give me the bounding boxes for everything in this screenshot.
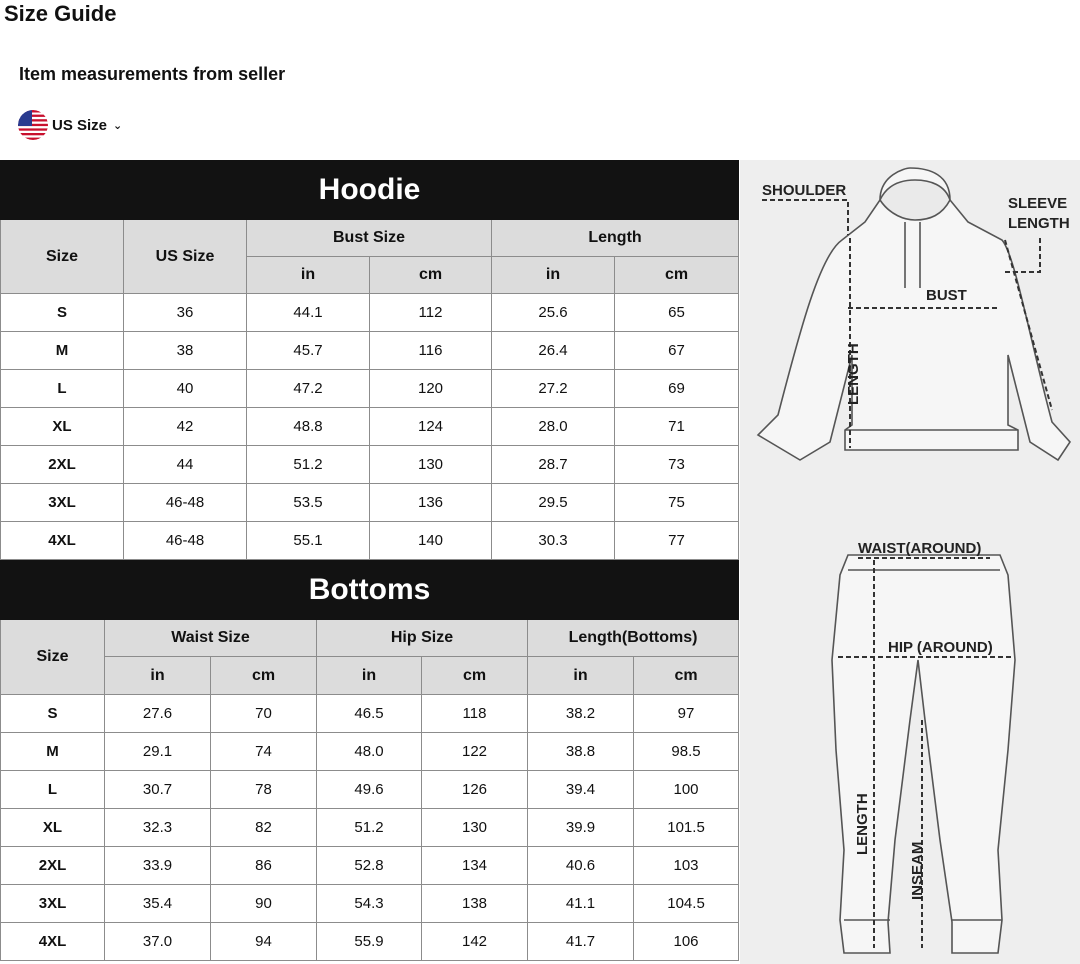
header-size: Size [1, 620, 105, 695]
table-cell: 27.2 [492, 370, 615, 408]
table-cell: 49.6 [317, 771, 422, 809]
table-row [1, 408, 739, 446]
table-cell: 44.1 [247, 294, 370, 332]
table-cell: 103 [634, 847, 739, 885]
us-flag-icon [18, 110, 48, 140]
table-cell: 48.0 [317, 733, 422, 771]
table-row [1, 771, 739, 809]
header-unit-in: in [105, 657, 211, 695]
hoodie-length-label: LENGTH [845, 343, 862, 405]
table-cell: 29.5 [492, 484, 615, 522]
table-cell: 54.3 [317, 885, 422, 923]
table-cell: 74 [211, 733, 317, 771]
table-row [1, 923, 739, 961]
table-cell: 142 [422, 923, 528, 961]
table-cell: 38 [124, 332, 247, 370]
table-cell: 106 [634, 923, 739, 961]
bust-label: BUST [926, 287, 967, 304]
table-cell: 46.5 [317, 695, 422, 733]
table-row [1, 809, 739, 847]
size-cell: XL [1, 408, 124, 446]
table-cell: 30.3 [492, 522, 615, 560]
table-cell: 75 [615, 484, 739, 522]
table-cell: 41.7 [528, 923, 634, 961]
table-cell: 27.6 [105, 695, 211, 733]
inseam-label: INSEAM [909, 841, 926, 900]
hoodie-table-title: Hoodie [1, 161, 739, 220]
header-unit-in: in [528, 657, 634, 695]
table-cell: 130 [422, 809, 528, 847]
table-row [1, 847, 739, 885]
table-row [1, 885, 739, 923]
size-region-label: US Size [52, 116, 108, 134]
hip-label: HIP (AROUND) [888, 639, 993, 656]
measurement-illustration [740, 160, 1080, 964]
sleeve-label-line1: SLEEVE [1008, 195, 1068, 212]
table-cell: 52.8 [317, 847, 422, 885]
table-cell: 44 [124, 446, 247, 484]
table-cell: 35.4 [105, 885, 211, 923]
size-cell: 2XL [1, 847, 105, 885]
table-cell: 122 [422, 733, 528, 771]
table-cell: 71 [615, 408, 739, 446]
header-length-bottoms: Length(Bottoms) [528, 620, 739, 657]
table-cell: 65 [615, 294, 739, 332]
size-cell: 2XL [1, 446, 124, 484]
size-cell: M [1, 733, 105, 771]
size-cell: 4XL [1, 923, 105, 961]
table-cell: 140 [370, 522, 492, 560]
waist-label: WAIST(AROUND) [858, 540, 982, 557]
table-cell: 73 [615, 446, 739, 484]
table-cell: 46-48 [124, 522, 247, 560]
table-cell: 47.2 [247, 370, 370, 408]
header-waist-size: Waist Size [105, 620, 317, 657]
table-row [1, 733, 739, 771]
table-cell: 78 [211, 771, 317, 809]
table-cell: 41.1 [528, 885, 634, 923]
table-cell: 28.0 [492, 408, 615, 446]
size-cell: L [1, 370, 124, 408]
size-region-dropdown[interactable] [18, 110, 122, 140]
table-cell: 126 [422, 771, 528, 809]
table-cell: 28.7 [492, 446, 615, 484]
table-cell: 53.5 [247, 484, 370, 522]
table-cell: 40.6 [528, 847, 634, 885]
table-cell: 48.8 [247, 408, 370, 446]
table-cell: 101.5 [634, 809, 739, 847]
table-cell: 26.4 [492, 332, 615, 370]
header-unit-in: in [317, 657, 422, 695]
header-unit-cm: cm [615, 257, 739, 294]
garment-diagram [740, 160, 1080, 964]
table-cell: 51.2 [317, 809, 422, 847]
size-cell: M [1, 332, 124, 370]
table-cell: 118 [422, 695, 528, 733]
table-cell: 67 [615, 332, 739, 370]
table-cell: 136 [370, 484, 492, 522]
size-cell: 3XL [1, 885, 105, 923]
pants-length-label: LENGTH [854, 793, 871, 855]
table-cell: 100 [634, 771, 739, 809]
size-cell: S [1, 695, 105, 733]
table-cell: 69 [615, 370, 739, 408]
shoulder-label: SHOULDER [762, 182, 847, 199]
chevron-down-icon: ⌄ [113, 119, 123, 132]
table-cell: 29.1 [105, 733, 211, 771]
table-cell: 94 [211, 923, 317, 961]
table-cell: 124 [370, 408, 492, 446]
table-cell: 42 [124, 408, 247, 446]
table-cell: 138 [422, 885, 528, 923]
header-us-size: US Size [124, 220, 247, 294]
page-title: Size Guide [4, 1, 117, 26]
table-cell: 112 [370, 294, 492, 332]
header-unit-in: in [492, 257, 615, 294]
table-cell: 33.9 [105, 847, 211, 885]
table-cell: 130 [370, 446, 492, 484]
header-length: Length [492, 220, 739, 257]
size-cell: XL [1, 809, 105, 847]
table-cell: 32.3 [105, 809, 211, 847]
header-unit-cm: cm [422, 657, 528, 695]
header-hip-size: Hip Size [317, 620, 528, 657]
table-cell: 97 [634, 695, 739, 733]
table-cell: 38.8 [528, 733, 634, 771]
table-cell: 82 [211, 809, 317, 847]
measurements-subtitle: Item measurements from seller [19, 64, 286, 84]
header-size: Size [1, 220, 124, 294]
table-cell: 104.5 [634, 885, 739, 923]
header-unit-in: in [247, 257, 370, 294]
table-row [1, 522, 739, 560]
size-cell: L [1, 771, 105, 809]
table-cell: 25.6 [492, 294, 615, 332]
header-bust-size: Bust Size [247, 220, 492, 257]
table-cell: 37.0 [105, 923, 211, 961]
table-cell: 30.7 [105, 771, 211, 809]
table-cell: 55.1 [247, 522, 370, 560]
header-unit-cm: cm [370, 257, 492, 294]
table-row [1, 695, 739, 733]
table-cell: 98.5 [634, 733, 739, 771]
table-cell: 40 [124, 370, 247, 408]
table-cell: 116 [370, 332, 492, 370]
table-row [1, 370, 739, 408]
size-cell: 3XL [1, 484, 124, 522]
table-cell: 120 [370, 370, 492, 408]
table-cell: 77 [615, 522, 739, 560]
table-cell: 55.9 [317, 923, 422, 961]
bottoms-table-title: Bottoms [1, 561, 739, 620]
table-row [1, 446, 739, 484]
header-unit-cm: cm [634, 657, 739, 695]
table-row [1, 294, 739, 332]
hoodie-size-table [0, 160, 739, 560]
size-cell: S [1, 294, 124, 332]
size-cell: 4XL [1, 522, 124, 560]
table-cell: 39.4 [528, 771, 634, 809]
table-cell: 36 [124, 294, 247, 332]
sleeve-label-line2: LENGTH [1008, 215, 1070, 232]
table-cell: 90 [211, 885, 317, 923]
table-cell: 39.9 [528, 809, 634, 847]
table-cell: 45.7 [247, 332, 370, 370]
table-cell: 51.2 [247, 446, 370, 484]
table-cell: 134 [422, 847, 528, 885]
table-row [1, 484, 739, 522]
table-cell: 46-48 [124, 484, 247, 522]
header-unit-cm: cm [211, 657, 317, 695]
table-cell: 86 [211, 847, 317, 885]
bottoms-size-table [0, 560, 739, 961]
table-cell: 70 [211, 695, 317, 733]
table-row [1, 332, 739, 370]
table-cell: 38.2 [528, 695, 634, 733]
